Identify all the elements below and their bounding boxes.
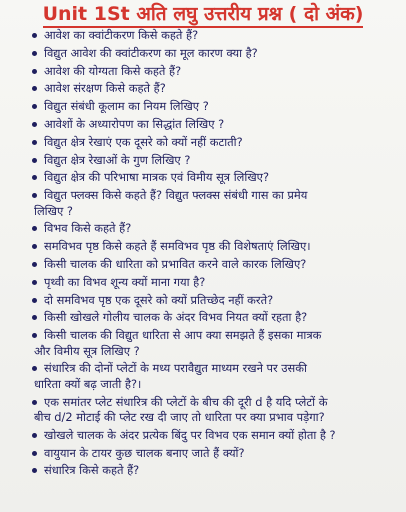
question-text: विद्युत संबंधी कूलाम का नियम लिखिए ? [44,99,209,114]
page-title [0,2,406,26]
question-text: विद्युत क्षेत्र रेखाएं एक दूसरे को क्यों नहीं कटाती? [44,134,243,149]
question-text: विद्युत आवेश की क्वांटीकरण का मूल कारण क्या है? [44,45,258,60]
list-item [0,293,406,308]
list-item [0,188,406,219]
bullet-icon [32,33,37,38]
question-text-continued: और विमीय सूत्र लिखिए ? [34,343,140,358]
question-text: विद्युत क्षेत्र रेखाओं के गुण लिखिए ? [44,152,191,167]
question-text: विद्युत क्षेत्र की परिभाषा मात्रक एवं विमीय सूत्र लिखिए? [44,170,269,185]
question-text: किसी खोखले गोलीय चालक के अंदर विभव नियत क्यों रहता है? [44,310,308,325]
list-item [0,64,406,79]
bullet-icon [32,433,37,438]
question-text: विभव किसे कहते हैं? [44,221,132,236]
bullet-icon [32,51,37,56]
question-text: आवेश का क्वांटीकरण किसे कहते हैं? [44,28,199,42]
question-text: पृथ्वी का विभव शून्य क्यों माना गया है? [44,274,206,289]
list-item [0,328,406,359]
bullet-icon [32,400,37,405]
question-text: समविभव पृष्ठ किसे कहते हैं समविभव पृष्ठ की विशेषताएं लिखिए। [44,239,311,254]
question-text: संधारित्र की दोनों प्लेटों के मध्य परावैद्युत माध्यम रखने पर उसकी [44,361,307,376]
bullet-icon [32,140,37,145]
bullet-icon [32,451,37,456]
question-text-continued: लिखिए ? [34,203,73,218]
bullet-icon [32,366,37,371]
question-text: एक समांतर प्लेट संधारित्र की प्लेटों के बीच की दूरी d है यदि प्लेटों के [44,394,328,409]
bullet-icon [32,244,37,249]
bullet-icon [32,158,37,163]
list-item [0,117,406,132]
page-title-text: Unit 1St अति लघु उत्तरीय प्रश्न ( दो अंक) [43,3,364,28]
question-list [0,28,406,481]
bullet-icon [32,104,37,109]
list-item [0,428,406,443]
question-text: आवेशों के अध्यारोपण का सिद्धांत लिखिए ? [44,116,225,131]
bullet-icon [32,122,37,127]
bullet-icon [32,333,37,338]
bullet-icon [32,315,37,320]
bullet-icon [32,468,37,473]
list-item [0,395,406,426]
list-item [0,99,406,114]
question-text: आवेश संरक्षण किसे कहते हैं? [44,81,166,96]
question-text: वायुयान के टायर कुछ चालक बनाए जाते हैं क्यों? [44,445,245,460]
list-item [0,446,406,461]
bullet-icon [32,226,37,231]
list-item [0,310,406,325]
list-item [0,81,406,96]
question-text: किसी चालक की धारिता को प्रभावित करने वाले कारक लिखिए? [44,256,307,271]
list-item [0,153,406,168]
list-item [0,239,406,254]
bullet-icon [32,86,37,91]
list-item [0,463,406,478]
list-item [0,275,406,290]
bullet-icon [32,262,37,267]
bullet-icon [32,298,37,303]
bullet-icon [32,69,37,74]
list-item [0,361,406,392]
question-text-continued: बीच d/2 मोटाई की प्लेट रख दी जाए तो धारिता पर क्या प्रभाव पड़ेगा? [34,409,325,424]
bullet-icon [32,193,37,198]
question-text: संधारित्र किसे कहते हैं? [44,463,140,478]
list-item [0,257,406,272]
question-text: दो समविभव पृष्ठ एक दूसरे को क्यों प्रतिच्छेद नहीं करते? [44,292,274,307]
bullet-icon [32,175,37,180]
list-item [0,170,406,185]
list-item [0,221,406,236]
question-text-continued: धारिता क्यों बढ़ जाती है?। [34,376,142,391]
question-text: किसी चालक की विद्युत धारिता से आप क्या समझते हैं इसका मात्रक [44,328,322,343]
question-text: विद्युत फ्लक्स किसे कहते हैं? विद्युत फ्लक्स संबंधी गास का प्रमेय [44,188,308,203]
question-text: खोखले चालक के अंदर प्रत्येक बिंदु पर विभव एक समान क्यों होता है ? [44,427,336,442]
list-item [0,28,406,43]
list-item [0,135,406,150]
list-item [0,46,406,61]
question-text: आवेश की योग्यता किसे कहते हैं? [44,63,182,78]
bullet-icon [32,280,37,285]
